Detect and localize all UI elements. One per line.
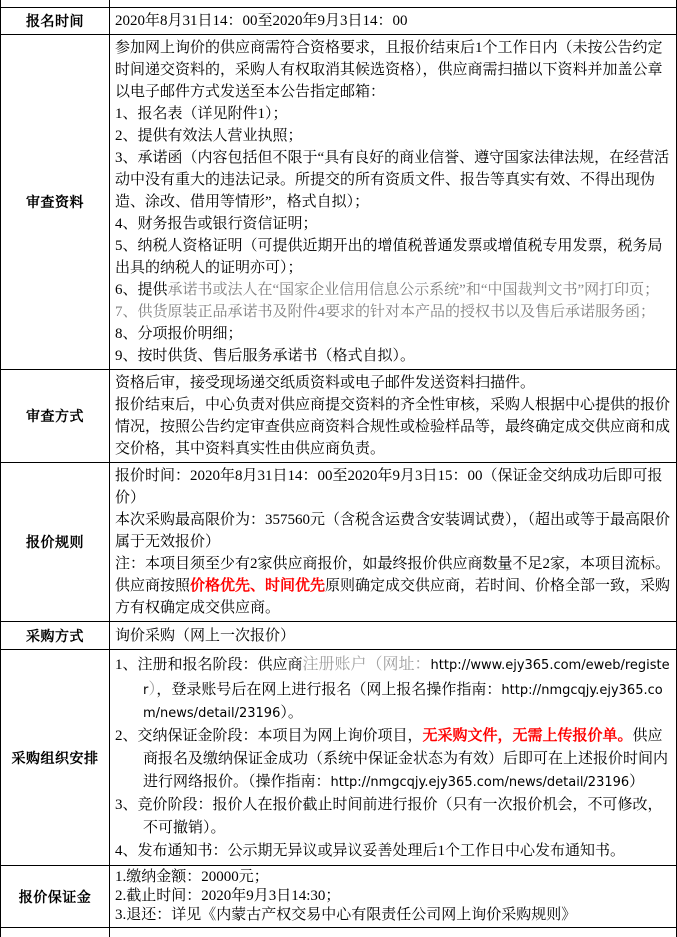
- table-row-purchase-org: [1, 650, 677, 866]
- quote-rules-p1: 报价时间：2020年8月31日14：00至2020年9月3日15：00（保证金交纳成功后即可报价）: [115, 465, 671, 509]
- empty-header-cell-bottom: [1, 928, 110, 937]
- review-materials-item-8: 8、分项报价明细；: [115, 323, 671, 345]
- quote-rules-p3: [115, 553, 671, 619]
- row-header-signup-time: 报名时间: [1, 8, 110, 35]
- item-2-mid: 供应商报名及缴纳保证金成功（系统中保证金状态为有效）后即可在上述报价时间内进行网络报价。（操作指南：: [143, 728, 668, 790]
- item-1-prefix: 注册和报名阶段：供应商: [138, 657, 303, 673]
- review-materials-item-1: 1、报名表（详见附件1）；: [115, 103, 671, 125]
- deposit-deadline: 2.截止时间：2020年9月3日14:30；: [115, 887, 671, 906]
- quote-rules-p3-suffix: 原则确定成交供应商，若时间、价格全部一致，采购方有权确定成交供应商。: [115, 578, 670, 616]
- table-row-quote-rules: [1, 463, 677, 622]
- review-materials-intro: 参加网上询价的供应商需符合资格要求，且报价结束后1个工作日内（未按公告约定时间递交资料的，采购人有权取消其候选资格），供应商需扫描以下资料并加盖公章以电子邮件方式发送至本公告指定邮箱：: [115, 37, 671, 103]
- item-6-grey-text: 承诺书或法人在“国家企业信用信息公示系统”和“中国裁判文书”网打印页；: [168, 282, 660, 298]
- review-materials-item-9: 9、按时供货、售后服务承诺书（格式自拟）。: [115, 345, 671, 367]
- empty-header-cell: [1, 0, 110, 8]
- register-url: http://www.ejy365.com/eweb/register: [143, 658, 670, 698]
- table-row-partial-top: [1, 0, 677, 8]
- table-row-signup-time: [1, 8, 677, 35]
- row-header-purchase-org: 采购组织安排: [1, 650, 110, 866]
- empty-value-cell: [110, 0, 677, 8]
- row-header-quote-rules: 报价规则: [1, 463, 110, 622]
- table-row-review-method: [1, 370, 677, 463]
- item-2-number: 2、: [115, 728, 138, 744]
- review-materials-item-3: 3、承诺函（内容包括但不限于“具有良好的商业信誉、遵守国家法律法规，在经营活动中没有重大的违法记录。所提交的所有资质文件、报告等真实有效、不得出现伪造、涂改、借用等情形”，格式自拟）；: [115, 147, 671, 213]
- review-materials-item-7: 7、供货原装正品承诺书及附件4要求的针对本产品的授权书以及售后承诺服务函；: [115, 301, 671, 323]
- item-2-prefix: 交纳保证金阶段：本项目为网上询价项目，: [138, 728, 423, 744]
- item-1-number: 1、: [115, 657, 138, 673]
- review-materials-item-5: 5、纳税人资格证明（可提供近期开出的增值税普通发票或增值税专用发票，税务局出具的纳税人的证明亦可）；: [115, 235, 671, 279]
- purchase-method-value: 询价采购（网上一次报价）: [110, 622, 677, 650]
- purchase-org-item-1: [115, 652, 671, 725]
- purchase-org-content: [110, 650, 677, 866]
- purchase-org-item-3: [115, 794, 671, 840]
- review-method-content: [110, 370, 677, 463]
- operation-guide-url: http://nmgcqjy.ejy365.com/news/detail/23196: [331, 775, 630, 790]
- register-account-grey-text: 注册账户（网址：: [303, 654, 431, 673]
- quote-rules-content: [110, 463, 677, 622]
- quote-deposit-content: [110, 866, 677, 928]
- item-3-text: 竞价阶段：报价人在报价截止时间前进行报价（只有一次报价机会，不可修改，不可撤销）。: [138, 797, 663, 836]
- table-row-purchase-method: [1, 622, 677, 650]
- review-method-p2: 报价结束后，中心负责对供应商提交资料的齐全性审核，采购人根据中心提供的报价情况，按照公告约定审查供应商资料合规性或检验样品等，最终确定成交供应商和成交价格，其中资料真实性由供应商负责。: [115, 394, 671, 460]
- price-priority-highlight: 价格优先、时间优先: [190, 578, 325, 594]
- item-1-grey-close: ）: [148, 679, 156, 698]
- signup-guide-url: http://nmgcqjy.ejy365.com/news/detail/23196: [143, 683, 663, 721]
- no-document-highlight: 无采购文件，无需上传报价单。: [423, 728, 633, 744]
- item-4-text: 发布通知书：公示期无异议或异议妥善处理后1个工作日中心发布通知书。: [138, 843, 626, 859]
- item-1-mid: ，登录账号后在网上进行报名（网上报名操作指南：: [156, 682, 501, 698]
- item-1-suffix: ）。: [280, 705, 303, 721]
- table-row-quote-deposit: [1, 866, 677, 928]
- review-materials-item-2: 2、提供有效法人营业执照；: [115, 125, 671, 147]
- row-header-purchase-method: 采购方式: [1, 622, 110, 650]
- empty-value-cell-bottom: [110, 928, 677, 937]
- item-2-suffix: ）: [629, 774, 644, 790]
- review-materials-item-4: 4、财务报告或银行资信证明；: [115, 213, 671, 235]
- review-method-p1: 资格后审，接受现场递交纸质资料或电子邮件发送资料扫描件。: [115, 372, 671, 394]
- quote-rules-p2: 本次采购最高限价为：357560元（含税含运费含安装调试费），（超出或等于最高限价属于无效报价）: [115, 509, 671, 553]
- row-header-quote-deposit: 报价保证金: [1, 866, 110, 928]
- review-materials-item-6: [115, 279, 671, 301]
- deposit-refund: 3.退还：详见《内蒙古产权交易中心有限责任公司网上询价采购规则》: [115, 906, 671, 925]
- item-3-number: 3、: [115, 797, 138, 813]
- item-6-prefix: 6、提供: [115, 282, 168, 298]
- row-header-review-materials: 审查资料: [1, 35, 110, 370]
- item-4-number: 4、: [115, 843, 138, 859]
- purchase-org-item-2: [115, 725, 671, 794]
- row-header-review-method: 审查方式: [1, 370, 110, 463]
- deposit-amount: 1.缴纳金额：20000元；: [115, 868, 671, 887]
- review-materials-content: [110, 35, 677, 370]
- quote-rules-p3-prefix: 注：本项目须至少有2家供应商报价，如最终报价供应商数量不足2家，本项目流标。供应商按照: [115, 556, 670, 594]
- purchase-org-item-4: [115, 840, 671, 863]
- signup-time-value: 2020年8月31日14：00至2020年9月3日14：00: [110, 8, 677, 35]
- table-row-review-materials: [1, 35, 677, 370]
- table-row-partial-bottom: [1, 928, 677, 937]
